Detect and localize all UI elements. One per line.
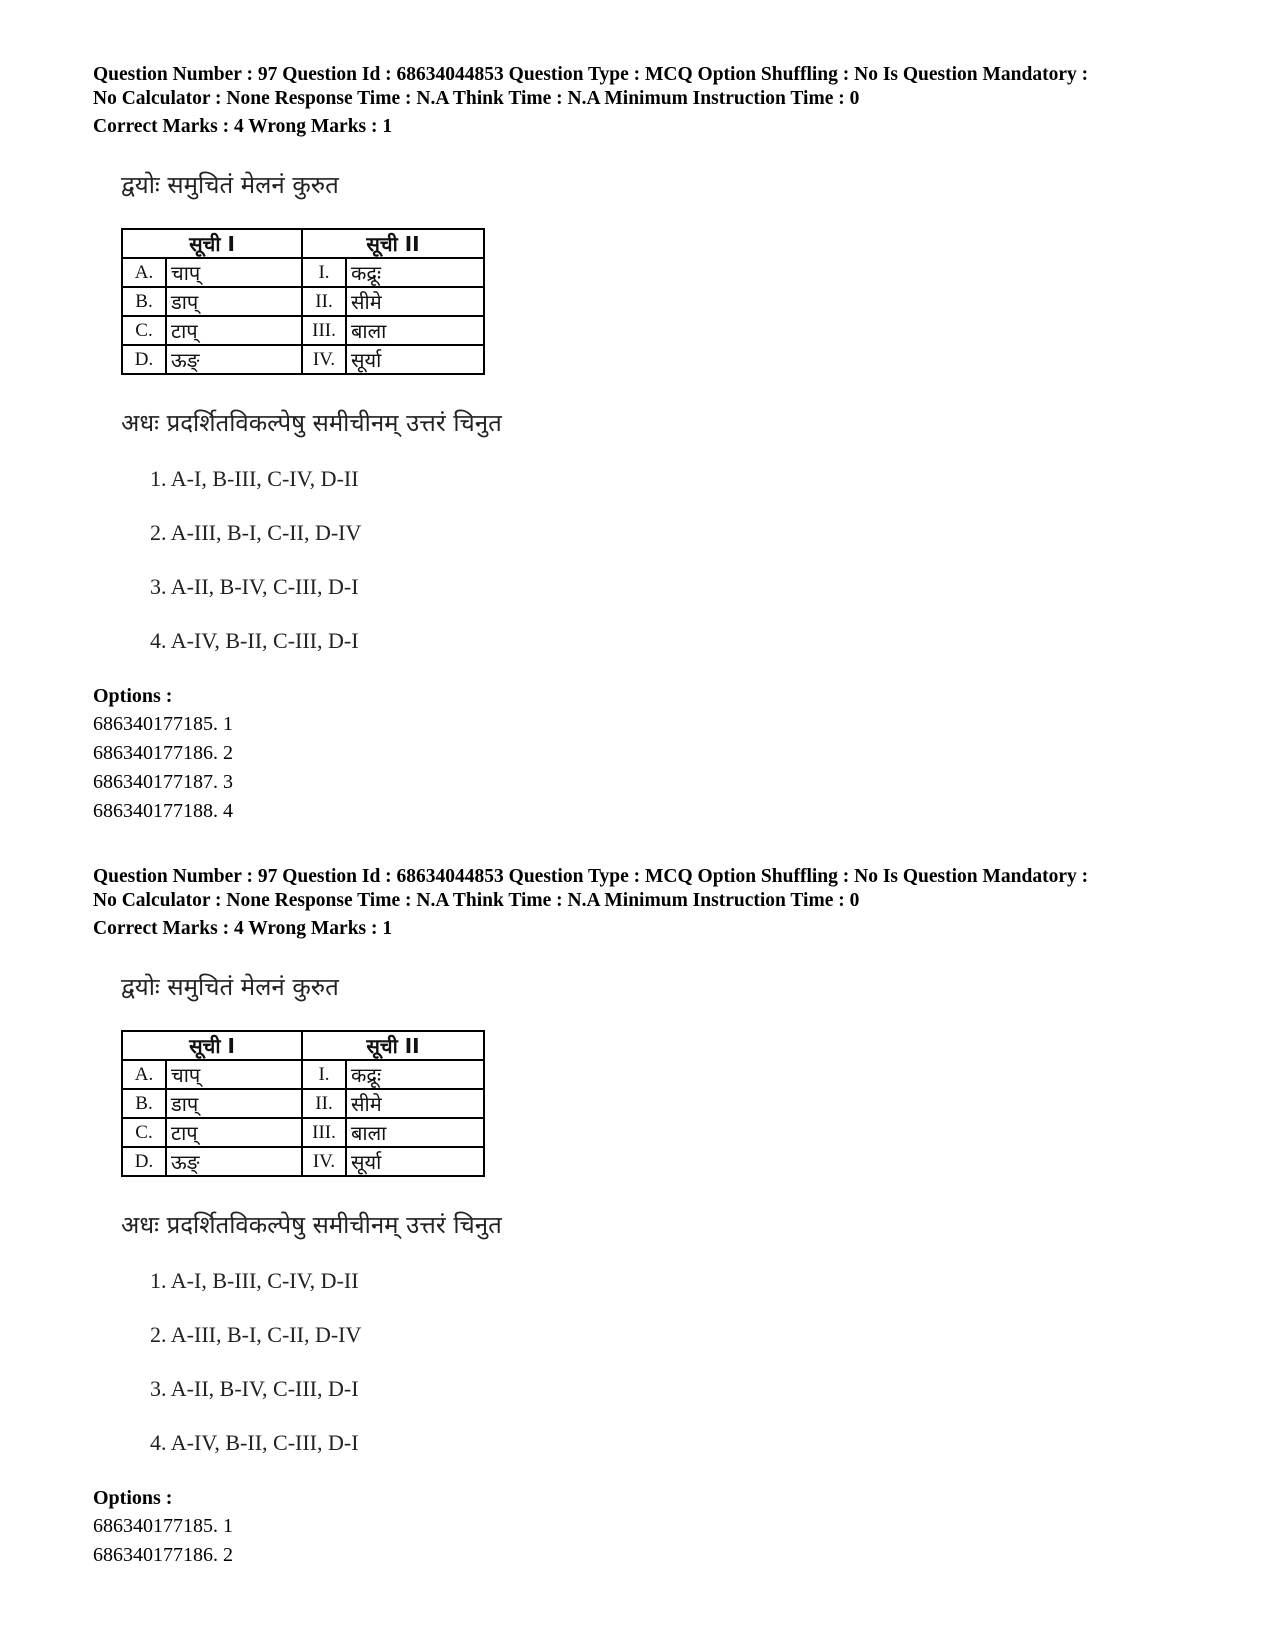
row-key-2: IV. xyxy=(302,345,346,374)
row-key-2: III. xyxy=(302,1118,346,1147)
row-key: C. xyxy=(122,1118,166,1147)
table-row xyxy=(122,287,484,316)
row-value: डाप् xyxy=(166,1089,302,1118)
choice-item: 2. A-III, B-I, C-II, D-IV xyxy=(150,1322,362,1347)
option-item: 686340177186. 2 xyxy=(93,1544,233,1566)
row-value-2: सूर्या xyxy=(346,1147,484,1176)
row-value-2: कद्रूः xyxy=(346,258,484,287)
choice-item: 4. A-IV, B-II, C-III, D-I xyxy=(150,1430,359,1455)
question-prompt: द्वयोः समुचितं मेलनं कुरुत xyxy=(121,973,339,1001)
choice-item: 1. A-I, B-III, C-IV, D-II xyxy=(150,1268,359,1293)
options-label: Options : xyxy=(93,685,173,707)
table-header-list-2: सूची II xyxy=(302,1031,484,1060)
row-key-2: I. xyxy=(302,258,346,287)
choice-item: 2. A-III, B-I, C-II, D-IV xyxy=(150,520,362,545)
row-value-2: सीमे xyxy=(346,287,484,316)
meta-line-3: Correct Marks : 4 Wrong Marks : 1 xyxy=(93,116,393,137)
choice-item: 4. A-IV, B-II, C-III, D-I xyxy=(150,628,359,653)
choice-item: 3. A-II, B-IV, C-III, D-I xyxy=(150,574,359,599)
meta-line-3: Correct Marks : 4 Wrong Marks : 1 xyxy=(93,918,393,939)
row-key: A. xyxy=(122,1060,166,1089)
options-label: Options : xyxy=(93,1487,173,1509)
row-value: डाप् xyxy=(166,287,302,316)
row-value-2: कद्रूः xyxy=(346,1060,484,1089)
question-block-2 xyxy=(0,802,1275,1651)
match-table xyxy=(121,1030,485,1177)
row-key-2: IV. xyxy=(302,1147,346,1176)
row-key-2: II. xyxy=(302,287,346,316)
row-key: B. xyxy=(122,287,166,316)
table-header-list-2: सूची II xyxy=(302,229,484,258)
row-key: D. xyxy=(122,345,166,374)
question-meta xyxy=(93,63,1253,139)
table-row xyxy=(122,1118,484,1147)
row-key-2: III. xyxy=(302,316,346,345)
question-meta xyxy=(93,865,1253,941)
row-value: टाप् xyxy=(166,316,302,345)
row-value: चाप् xyxy=(166,258,302,287)
table-row xyxy=(122,345,484,374)
row-key: D. xyxy=(122,1147,166,1176)
row-key: B. xyxy=(122,1089,166,1118)
option-item: 686340177185. 1 xyxy=(93,713,233,735)
choice-item: 1. A-I, B-III, C-IV, D-II xyxy=(150,466,359,491)
row-value-2: सीमे xyxy=(346,1089,484,1118)
option-item: 686340177187. 3 xyxy=(93,771,233,793)
row-key-2: I. xyxy=(302,1060,346,1089)
choice-item: 3. A-II, B-IV, C-III, D-I xyxy=(150,1376,359,1401)
meta-line-2: No Calculator : None Response Time : N.A Think Time : N.A Minimum Instruction Time : 0 xyxy=(93,88,860,109)
question-prompt: द्वयोः समुचितं मेलनं कुरुत xyxy=(121,171,339,199)
table-header-list-1: सूची I xyxy=(122,1031,302,1060)
table-row xyxy=(122,316,484,345)
meta-line-1: Question Number : 97 Question Id : 68634044853 Question Type : MCQ Option Shuffling : No Is Question Mandatory : xyxy=(93,64,1089,85)
row-value-2: सूर्या xyxy=(346,345,484,374)
question-instruction: अधः प्रदर्शितविकल्पेषु समीचीनम् उत्तरं चिनुत xyxy=(121,1211,502,1239)
row-value-2: बाला xyxy=(346,1118,484,1147)
question-instruction: अधः प्रदर्शितविकल्पेषु समीचीनम् उत्तरं चिनुत xyxy=(121,409,502,437)
row-value: ऊङ् xyxy=(166,1147,302,1176)
row-value: चाप् xyxy=(166,1060,302,1089)
option-item: 686340177186. 2 xyxy=(93,742,233,764)
table-row xyxy=(122,258,484,287)
table-row xyxy=(122,1147,484,1176)
meta-line-1: Question Number : 97 Question Id : 68634044853 Question Type : MCQ Option Shuffling : No Is Question Mandatory : xyxy=(93,866,1089,887)
row-value: टाप् xyxy=(166,1118,302,1147)
row-key-2: II. xyxy=(302,1089,346,1118)
row-value-2: बाला xyxy=(346,316,484,345)
question-block-1 xyxy=(0,0,1275,822)
match-table xyxy=(121,228,485,375)
meta-line-2: No Calculator : None Response Time : N.A Think Time : N.A Minimum Instruction Time : 0 xyxy=(93,890,860,911)
row-key: A. xyxy=(122,258,166,287)
option-item: 686340177188. 4 xyxy=(93,800,233,822)
table-header-list-1: सूची I xyxy=(122,229,302,258)
table-row xyxy=(122,1089,484,1118)
table-row xyxy=(122,1060,484,1089)
row-value: ऊङ् xyxy=(166,345,302,374)
option-item: 686340177185. 1 xyxy=(93,1515,233,1537)
row-key: C. xyxy=(122,316,166,345)
